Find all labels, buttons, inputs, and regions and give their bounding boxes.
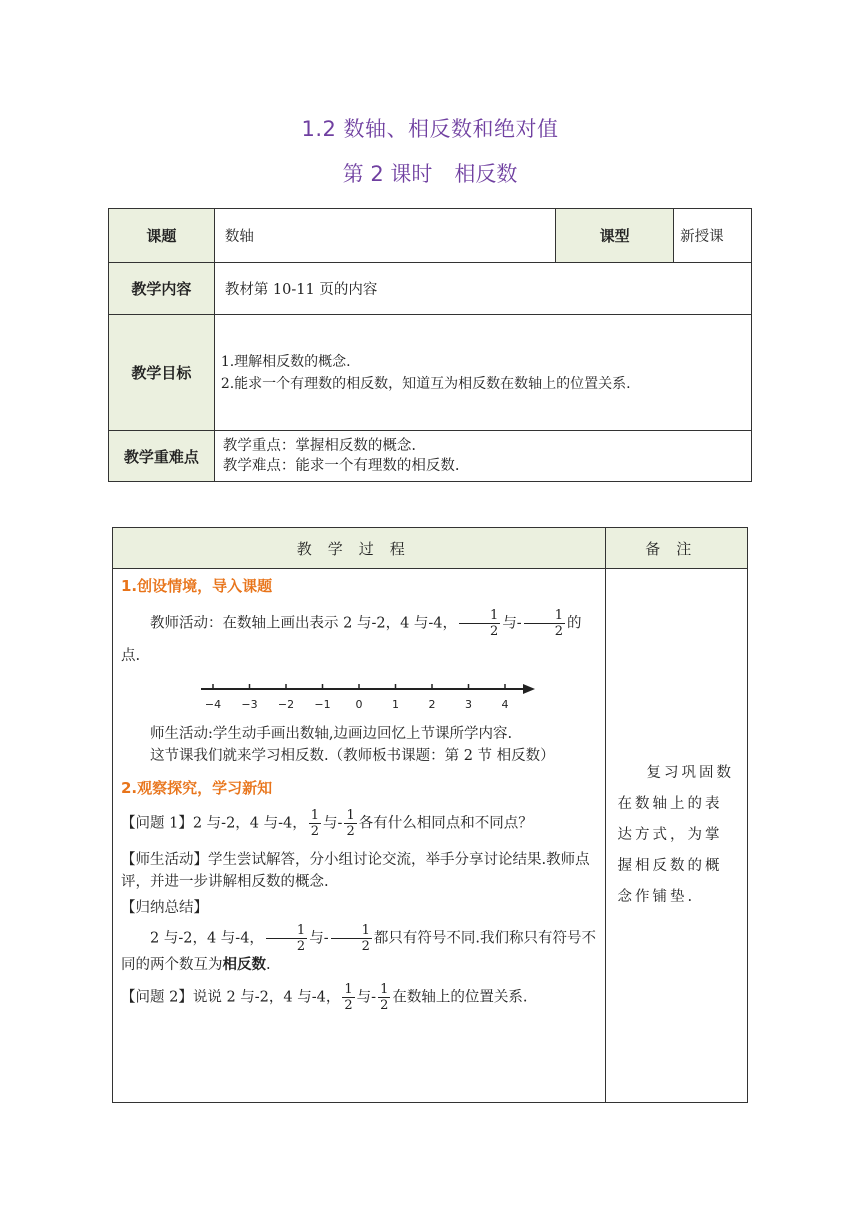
subtitle-period: 第 2 课时	[342, 162, 433, 186]
key-point: 教学重点：掌握相反数的概念.	[222, 438, 416, 454]
lesson-title: 1.2 数轴、相反数和绝对值	[301, 117, 559, 141]
ts-activity-cont: 这节课我们就来学习相反数.（教师板书课题：第 2 节 相反数）	[150, 748, 555, 764]
process-content	[113, 569, 606, 1103]
summary-title: 【归纳总结】	[121, 900, 208, 916]
goal-item: 2.能求一个有理数的相反数，知道互为相反数在数轴上的位置关系.	[220, 375, 631, 392]
number-line-tick-label: −2	[277, 698, 295, 711]
fraction-half: $\frac{1}{2}$	[459, 608, 500, 639]
question-2: 【问题 2】说说 2 与-2，4 与-4， $\frac{1}{2}$ 与- $\frac{1}{2}$ 在数轴上的位置关系.	[121, 982, 528, 1013]
fraction-half: $\frac{1}{2}$	[524, 608, 565, 639]
question-1: 【问题 1】2 与-2，4 与-4， $\frac{1}{2}$ 与- $\frac{1}{2}$ 各有什么相同点和不同点？	[121, 808, 533, 839]
number-line-tick-label: 4	[501, 698, 509, 711]
process-header: 教学过程	[113, 528, 606, 569]
content-value: 教材第 10-11 页的内容	[214, 263, 751, 315]
teacher-activity: 教师活动：在数轴上画出表示 2 与-2，4 与-4， $\frac{1}{2}$ 与- $\frac{1}{2}$ 的	[150, 608, 582, 639]
number-line-tick-label: 2	[428, 698, 436, 711]
lesson-subtitle	[0, 158, 860, 188]
section-1-title: 1.创设情境，导入课题	[121, 577, 273, 595]
number-line-tick-label: 1	[392, 698, 399, 711]
content-label: 教学内容	[109, 263, 215, 315]
lesson-info-table	[108, 208, 752, 482]
summary-text: 2 与-2，4 与-4， $\frac{1}{2}$ 与- $\frac{1}{2}$ 都只有符号不同.我们称只有符号不同的两个数互为相反数.	[121, 923, 596, 973]
fraction-half: $\frac{1}{2}$	[266, 923, 307, 954]
number-line-arrow	[523, 684, 535, 694]
teaching-process-table	[112, 527, 748, 1103]
fraction-half: $\frac{1}{2}$	[346, 808, 355, 839]
note-text: 复习巩固数在数轴上的表达方式，为掌握相反数的概念作铺垫.	[617, 765, 735, 905]
type-value: 新授课	[674, 209, 752, 263]
difficult-point: 教学难点：能求一个有理数的相反数.	[222, 458, 460, 474]
number-line-tick-label: 0	[355, 698, 363, 711]
key-points-label: 教学重难点	[109, 431, 215, 482]
goal-item: 1.理解相反数的概念.	[220, 353, 351, 370]
goals-cell	[214, 315, 751, 431]
ts-activity-2: 【师生活动】学生尝试解答，分小组讨论交流，举手分享讨论结果.教师点评，并进一步讲解相反数的概念.	[121, 852, 590, 890]
section-2-title: 2.观察探究，学习新知	[121, 779, 273, 797]
type-label: 课型	[556, 209, 674, 263]
topic-value: 数轴	[214, 209, 555, 263]
key-points-cell	[214, 431, 751, 482]
goals-label: 教学目标	[109, 315, 215, 431]
ts-activity: 师生活动:学生动手画出数轴,边画边回忆上节课所学内容.	[150, 726, 513, 742]
fraction-half: $\frac{1}{2}$	[331, 923, 372, 954]
key-term: 相反数	[222, 956, 266, 973]
number-line	[197, 677, 537, 717]
notes-cell	[605, 569, 747, 1103]
fraction-half: $\frac{1}{2}$	[310, 808, 320, 839]
topic-label: 课题	[109, 209, 215, 263]
notes-header: 备注	[605, 528, 747, 569]
subtitle-topic: 相反数	[454, 162, 518, 186]
number-line-tick-label: −1	[314, 698, 331, 711]
number-line-tick-label: −4	[204, 698, 222, 711]
number-line-tick-label: 3	[465, 698, 472, 711]
number-line-tick-label: −3	[241, 698, 258, 711]
fraction-half: $\frac{1}{2}$	[344, 982, 353, 1013]
teacher-activity-cont: 点.	[121, 648, 141, 664]
fraction-half: $\frac{1}{2}$	[380, 982, 389, 1013]
